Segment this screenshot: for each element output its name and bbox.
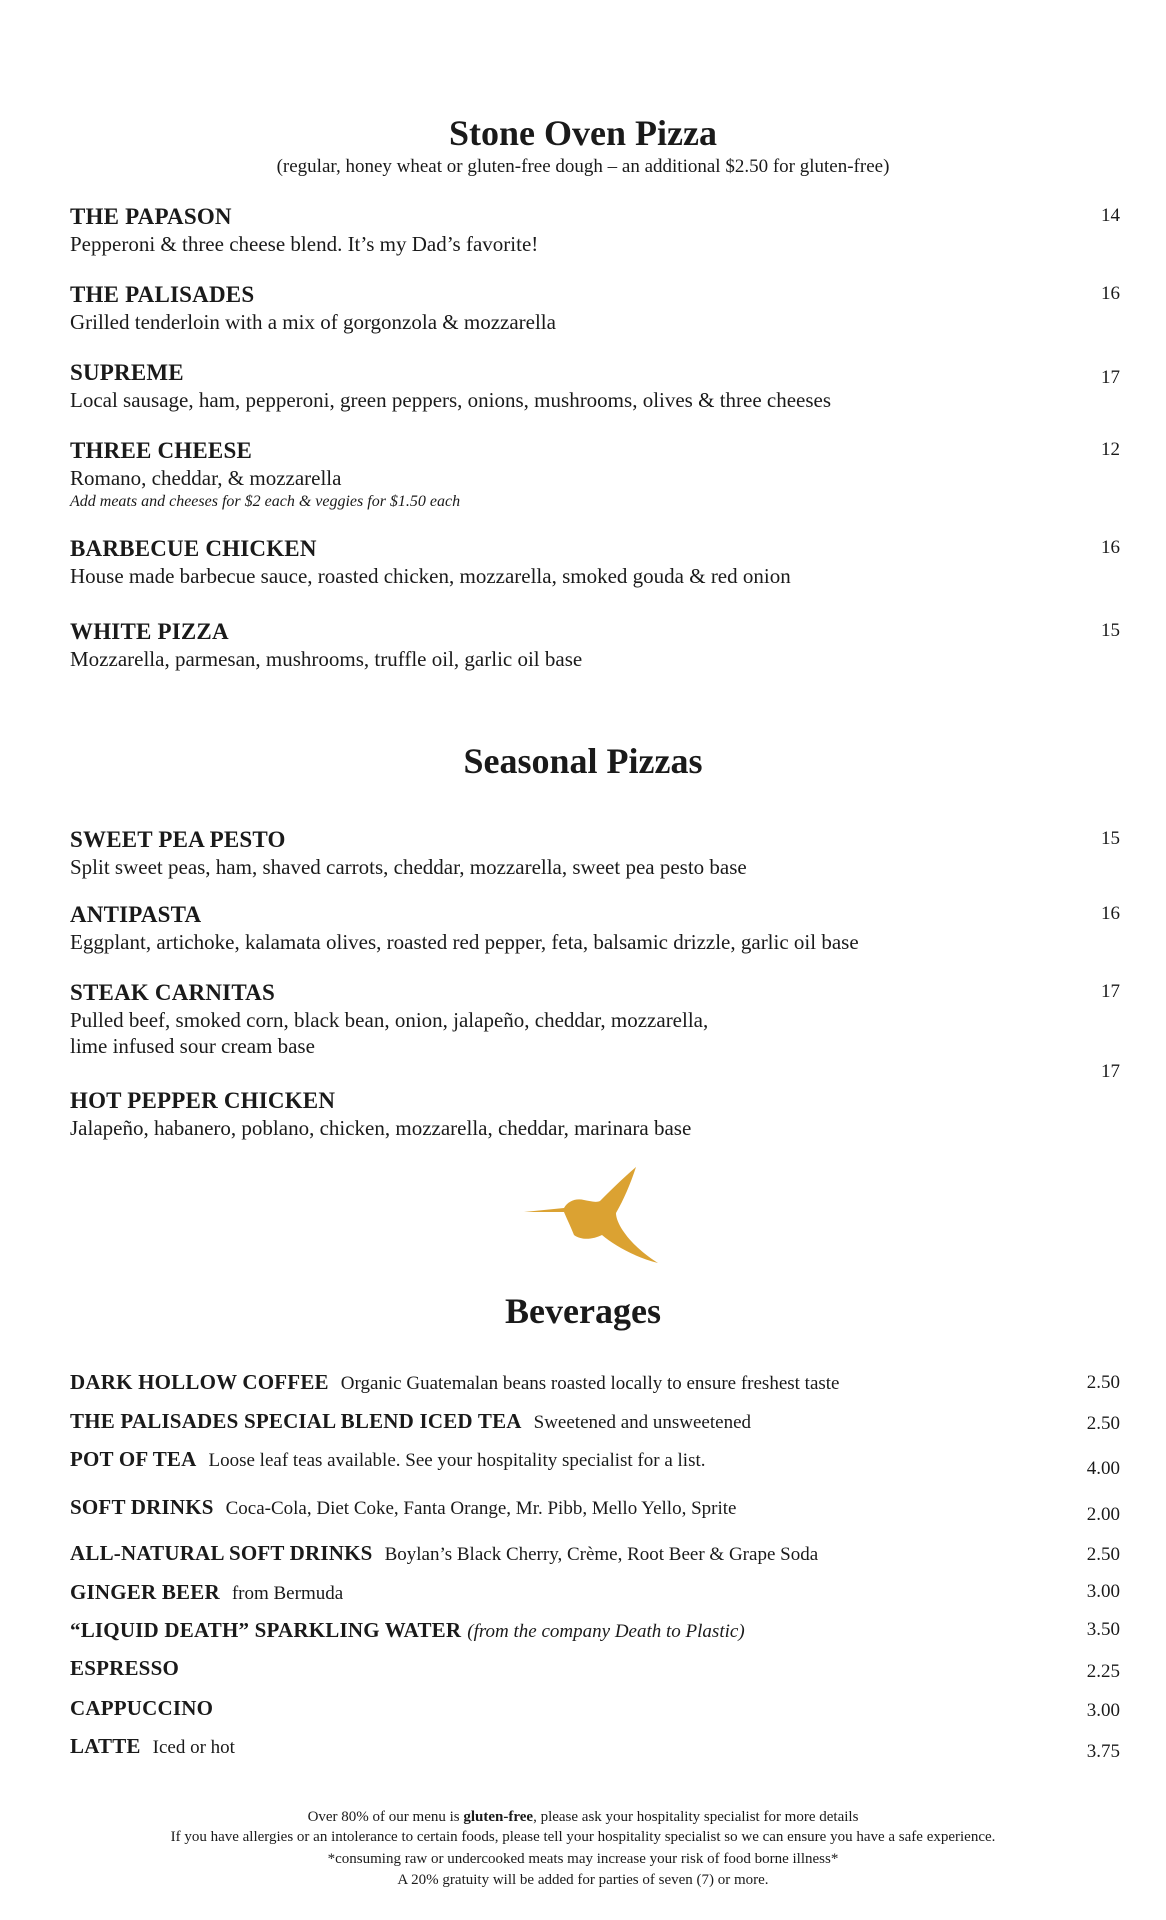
item-name: BARBECUE CHICKEN [70, 536, 317, 561]
beverage-item [70, 1447, 1070, 1472]
menu-item [70, 437, 1120, 513]
beverage-price: 2.50 [1086, 1413, 1120, 1434]
beverage-name: ALL-NATURAL SOFT DRINKS [70, 1541, 373, 1565]
gluten-free-note [0, 1807, 1166, 1827]
beverage-price: 3.00 [1086, 1581, 1120, 1602]
beverage-item [70, 1696, 1070, 1721]
item-description: Local sausage, ham, pepperoni, green peppers, onions, mushrooms, olives & three cheeses [70, 388, 832, 412]
beverage-item [70, 1541, 1070, 1566]
beverage-name: LATTE [70, 1734, 141, 1758]
item-name: SWEET PEA PESTO [70, 827, 286, 852]
item-description-line2: lime infused sour cream base [70, 1034, 315, 1058]
beverage-description: Sweetened and unsweetened [533, 1412, 751, 1433]
menu-item [70, 826, 1120, 880]
beverage-item [70, 1370, 1070, 1395]
item-description: Jalapeño, habanero, poblano, chicken, mozzarella, cheddar, marinara base [70, 1116, 692, 1140]
beverage-name: POT OF TEA [70, 1447, 197, 1471]
beverage-description: Loose leaf teas available. See your hospitality specialist for a list. [208, 1450, 706, 1471]
beverage-name: SOFT DRINKS [70, 1495, 214, 1519]
beverage-name: THE PALISADES SPECIAL BLEND ICED TEA [70, 1409, 522, 1433]
beverage-price: 4.00 [1086, 1458, 1120, 1479]
beverages-section-title: Beverages [505, 1291, 661, 1331]
item-price: 16 [1101, 903, 1120, 924]
beverage-price: 2.00 [1086, 1504, 1120, 1525]
beverage-item [70, 1409, 1070, 1434]
beverage-price: 2.50 [1086, 1372, 1120, 1393]
beverage-name: “LIQUID DEATH” SPARKLING WATER [70, 1618, 462, 1642]
item-description: Grilled tenderloin with a mix of gorgonzola & mozzarella [70, 310, 556, 334]
beverage-description: Organic Guatemalan beans roasted locally to ensure freshest taste [340, 1373, 840, 1394]
item-description: House made barbecue sauce, roasted chicken, mozzarella, smoked gouda & red onion [70, 564, 791, 588]
beverage-item [70, 1580, 1070, 1605]
beverage-price: 2.25 [1086, 1661, 1120, 1682]
item-name: THE PAPASON [70, 204, 232, 229]
beverage-item [70, 1495, 1070, 1520]
footer-text: , please ask your hospitality specialist for more details [533, 1809, 859, 1825]
item-name: SUPREME [70, 360, 184, 385]
menu-item [70, 359, 1120, 413]
item-name: THE PALISADES [70, 282, 255, 307]
seasonal-section-title: Seasonal Pizzas [463, 741, 703, 781]
item-price: 16 [1101, 537, 1120, 558]
beverage-description: (from the company Death to Plastic) [467, 1621, 745, 1642]
allergy-note: If you have allergies or an intolerance to certain foods, please tell your hospitality specialist so we can ensure you have a safe experience. [170, 1829, 996, 1845]
beverage-name: ESPRESSO [70, 1656, 179, 1680]
pizza-section-subtitle: (regular, honey wheat or gluten-free dough – an additional $2.50 for gluten-free) [276, 156, 890, 177]
item-price: 15 [1101, 620, 1120, 641]
menu-item [70, 618, 1120, 672]
beverage-description: Boylan’s Black Cherry, Crème, Root Beer & Grape Soda [384, 1544, 819, 1565]
beverage-price: 2.50 [1086, 1544, 1120, 1565]
item-description: Eggplant, artichoke, kalamata olives, roasted red pepper, feta, balsamic drizzle, garlic oil base [70, 930, 859, 954]
item-name: THREE CHEESE [70, 438, 252, 463]
footer-bold-text: gluten-free [463, 1809, 534, 1825]
menu-item [70, 203, 1120, 257]
pizza-section-title: Stone Oven Pizza [449, 113, 717, 153]
item-description: Romano, cheddar, & mozzarella [70, 466, 342, 490]
item-price: 17 [1101, 367, 1120, 388]
item-description: Mozzarella, parmesan, mushrooms, truffle oil, garlic oil base [70, 647, 583, 671]
beverage-price: 3.50 [1086, 1619, 1120, 1640]
beverage-price: 3.75 [1086, 1741, 1120, 1762]
item-price: 17 [1101, 981, 1120, 1002]
beverage-item [70, 1656, 1070, 1681]
hummingbird-icon [524, 1165, 664, 1265]
item-price: 12 [1101, 439, 1120, 460]
item-description: Pulled beef, smoked corn, black bean, onion, jalapeño, cheddar, mozzarella, [70, 1008, 709, 1032]
item-name: HOT PEPPER CHICKEN [70, 1088, 336, 1113]
menu-item [70, 281, 1120, 335]
item-price: 17 [1101, 1061, 1120, 1082]
item-description: Pepperoni & three cheese blend. It’s my Dad’s favorite! [70, 232, 539, 256]
beverage-price: 3.00 [1086, 1700, 1120, 1721]
item-price: 16 [1101, 283, 1120, 304]
beverage-item [70, 1618, 1070, 1643]
raw-meat-warning: *consuming raw or undercooked meats may increase your risk of food borne illness* [327, 1851, 839, 1867]
item-price: 14 [1101, 205, 1120, 226]
beverage-name: DARK HOLLOW COFFEE [70, 1370, 329, 1394]
menu-item [70, 535, 1120, 589]
beverage-item [70, 1734, 1070, 1759]
menu-item [70, 901, 1120, 955]
beverage-description: Coca-Cola, Diet Coke, Fanta Orange, Mr. Pibb, Mello Yello, Sprite [225, 1498, 737, 1519]
gratuity-note: A 20% gratuity will be added for parties of seven (7) or more. [397, 1872, 769, 1888]
item-name: STEAK CARNITAS [70, 980, 275, 1005]
item-price: 15 [1101, 828, 1120, 849]
beverage-name: CAPPUCCINO [70, 1696, 214, 1720]
beverage-description: Iced or hot [152, 1737, 235, 1758]
item-name: ANTIPASTA [70, 902, 202, 927]
menu-item [70, 979, 1120, 1059]
footer-text: Over 80% of our menu is [307, 1809, 464, 1825]
beverage-name: GINGER BEER [70, 1580, 220, 1604]
menu-item [70, 1087, 1120, 1141]
item-name: WHITE PIZZA [70, 619, 229, 644]
item-note: Add meats and cheeses for $2 each & veggies for $1.50 each [70, 493, 461, 510]
beverage-description: from Bermuda [231, 1583, 344, 1604]
item-description: Split sweet peas, ham, shaved carrots, cheddar, mozzarella, sweet pea pesto base [70, 855, 747, 879]
